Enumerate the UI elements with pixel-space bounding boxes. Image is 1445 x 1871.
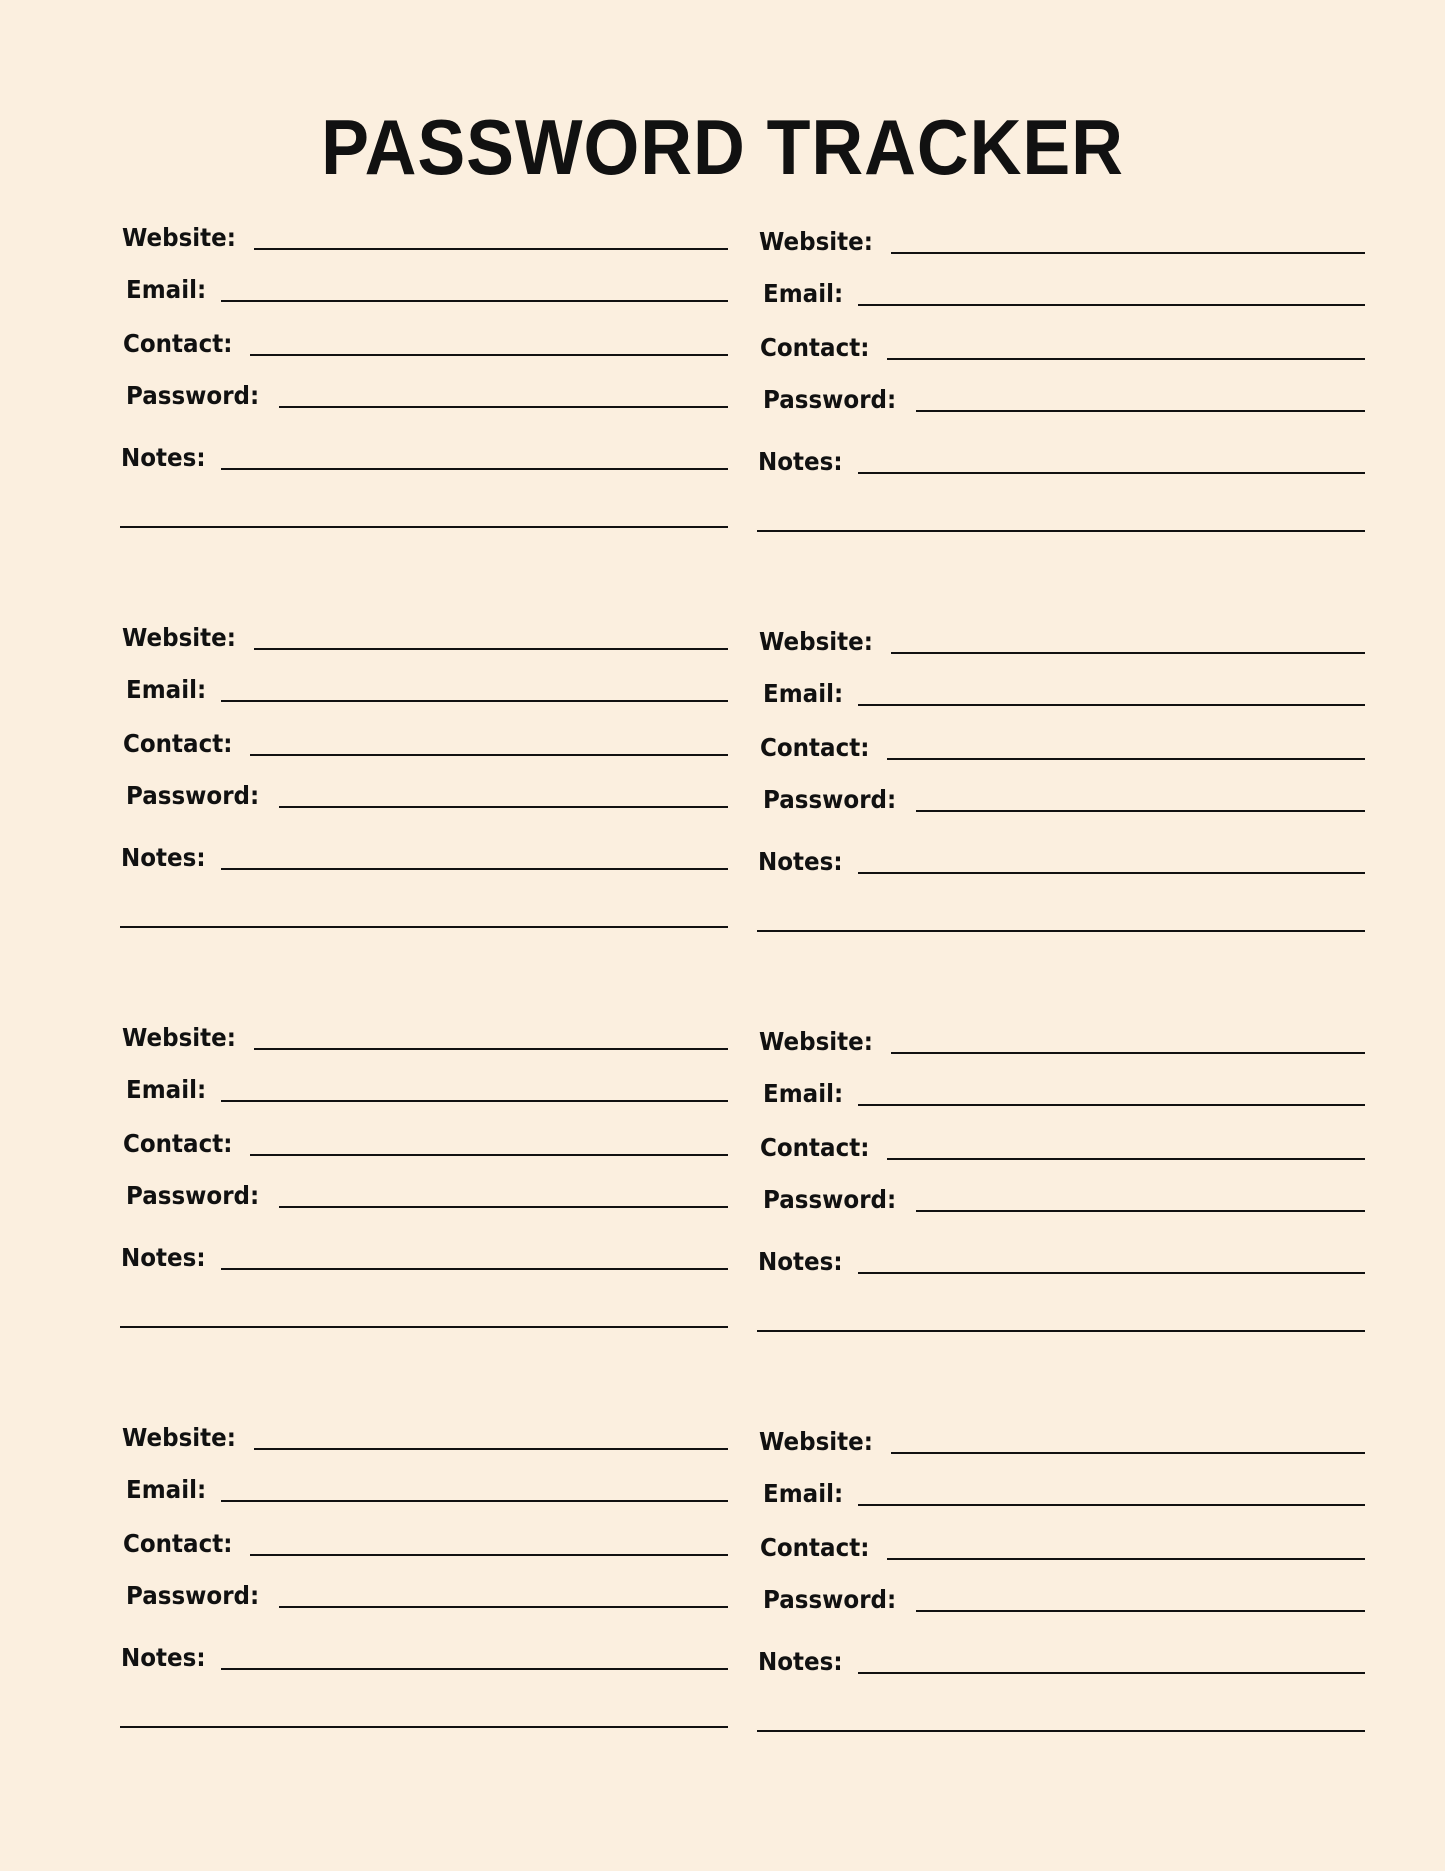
website-field[interactable] — [891, 652, 1365, 654]
contact-row — [120, 1524, 728, 1558]
notes-extra-line[interactable] — [757, 1730, 1365, 1732]
contact-field[interactable] — [250, 754, 728, 756]
password-entry-card — [757, 1022, 1365, 1352]
password-row — [120, 776, 728, 810]
website-row — [120, 1418, 728, 1452]
password-field[interactable] — [916, 410, 1365, 412]
website-label: Website: — [759, 1427, 873, 1456]
email-label: Email: — [126, 275, 207, 304]
password-entry-card — [120, 1018, 728, 1348]
password-label: Password: — [763, 1585, 897, 1614]
email-label: Email: — [763, 279, 844, 308]
password-row — [120, 376, 728, 410]
website-row — [120, 1018, 728, 1052]
password-entry-card — [757, 622, 1365, 952]
notes-extra-line[interactable] — [120, 1326, 728, 1328]
notes-row — [757, 1242, 1365, 1276]
contact-label: Contact: — [760, 1533, 870, 1562]
contact-field[interactable] — [887, 1158, 1365, 1160]
email-row — [120, 270, 728, 304]
website-row — [757, 222, 1365, 256]
contact-field[interactable] — [250, 354, 728, 356]
email-row — [757, 274, 1365, 308]
password-field[interactable] — [279, 406, 728, 408]
email-field[interactable] — [858, 704, 1365, 706]
notes-row — [757, 842, 1365, 876]
notes-row — [757, 442, 1365, 476]
password-field[interactable] — [279, 1206, 728, 1208]
email-field[interactable] — [858, 1104, 1365, 1106]
website-field[interactable] — [891, 1052, 1365, 1054]
notes-extra-line[interactable] — [757, 1330, 1365, 1332]
password-row — [120, 1176, 728, 1210]
contact-row — [757, 1528, 1365, 1562]
website-label: Website: — [122, 623, 236, 652]
website-row — [120, 618, 728, 652]
website-row — [757, 1422, 1365, 1456]
contact-field[interactable] — [887, 1558, 1365, 1560]
password-label: Password: — [126, 381, 260, 410]
email-row — [757, 674, 1365, 708]
notes-row — [120, 838, 728, 872]
notes-field[interactable] — [221, 868, 728, 870]
website-field[interactable] — [891, 252, 1365, 254]
contact-field[interactable] — [250, 1154, 728, 1156]
password-entry-card — [120, 1418, 728, 1748]
password-label: Password: — [126, 1581, 260, 1610]
notes-label: Notes: — [121, 843, 206, 872]
password-label: Password: — [763, 1185, 897, 1214]
email-field[interactable] — [221, 700, 728, 702]
notes-extra-line[interactable] — [757, 930, 1365, 932]
password-label: Password: — [763, 785, 897, 814]
contact-row — [757, 1128, 1365, 1162]
contact-row — [757, 728, 1365, 762]
website-label: Website: — [122, 1023, 236, 1052]
contact-row — [120, 324, 728, 358]
password-row — [757, 780, 1365, 814]
notes-field[interactable] — [858, 872, 1365, 874]
page-title: PASSWORD TRACKER — [321, 103, 1124, 191]
notes-extra-line[interactable] — [120, 526, 728, 528]
password-field[interactable] — [279, 1606, 728, 1608]
website-label: Website: — [759, 227, 873, 256]
notes-field[interactable] — [221, 1668, 728, 1670]
password-field[interactable] — [916, 1610, 1365, 1612]
website-label: Website: — [122, 223, 236, 252]
notes-label: Notes: — [121, 1643, 206, 1672]
password-entry-card — [757, 1422, 1365, 1752]
contact-label: Contact: — [123, 1529, 233, 1558]
password-field[interactable] — [916, 1210, 1365, 1212]
email-field[interactable] — [221, 300, 728, 302]
notes-label: Notes: — [121, 1243, 206, 1272]
website-field[interactable] — [891, 1452, 1365, 1454]
contact-label: Contact: — [760, 733, 870, 762]
notes-row — [757, 1642, 1365, 1676]
password-field[interactable] — [279, 806, 728, 808]
website-field[interactable] — [254, 648, 728, 650]
email-row — [120, 670, 728, 704]
notes-row — [120, 1638, 728, 1672]
website-field[interactable] — [254, 248, 728, 250]
password-entry-card — [120, 218, 728, 548]
password-row — [757, 1180, 1365, 1214]
email-label: Email: — [126, 1075, 207, 1104]
notes-extra-line[interactable] — [757, 530, 1365, 532]
notes-label: Notes: — [758, 447, 843, 476]
contact-label: Contact: — [123, 1129, 233, 1158]
password-field[interactable] — [916, 810, 1365, 812]
password-row — [120, 1576, 728, 1610]
website-row — [757, 622, 1365, 656]
notes-label: Notes: — [758, 1647, 843, 1676]
contact-label: Contact: — [123, 729, 233, 758]
contact-row — [120, 724, 728, 758]
password-entry-card — [120, 618, 728, 948]
contact-row — [757, 328, 1365, 362]
website-label: Website: — [759, 1027, 873, 1056]
email-field[interactable] — [221, 1100, 728, 1102]
website-field[interactable] — [254, 1448, 728, 1450]
email-row — [120, 1070, 728, 1104]
website-field[interactable] — [254, 1048, 728, 1050]
email-label: Email: — [763, 679, 844, 708]
notes-field[interactable] — [858, 1272, 1365, 1274]
notes-field[interactable] — [221, 1268, 728, 1270]
contact-field[interactable] — [250, 1554, 728, 1556]
password-row — [757, 1580, 1365, 1614]
email-label: Email: — [126, 675, 207, 704]
email-row — [757, 1074, 1365, 1108]
email-row — [757, 1474, 1365, 1508]
password-label: Password: — [126, 1181, 260, 1210]
password-row — [757, 380, 1365, 414]
contact-row — [120, 1124, 728, 1158]
email-label: Email: — [763, 1479, 844, 1508]
notes-field[interactable] — [221, 468, 728, 470]
email-label: Email: — [126, 1475, 207, 1504]
contact-label: Contact: — [760, 333, 870, 362]
password-label: Password: — [126, 781, 260, 810]
notes-row — [120, 438, 728, 472]
website-row — [757, 1022, 1365, 1056]
website-row — [120, 218, 728, 252]
contact-label: Contact: — [760, 1133, 870, 1162]
notes-field[interactable] — [858, 1672, 1365, 1674]
email-row — [120, 1470, 728, 1504]
email-field[interactable] — [858, 304, 1365, 306]
contact-field[interactable] — [887, 358, 1365, 360]
website-label: Website: — [122, 1423, 236, 1452]
email-field[interactable] — [221, 1500, 728, 1502]
notes-label: Notes: — [758, 1247, 843, 1276]
email-label: Email: — [763, 1079, 844, 1108]
password-label: Password: — [763, 385, 897, 414]
notes-row — [120, 1238, 728, 1272]
notes-extra-line[interactable] — [120, 926, 728, 928]
notes-label: Notes: — [121, 443, 206, 472]
contact-field[interactable] — [887, 758, 1365, 760]
website-label: Website: — [759, 627, 873, 656]
password-entry-card — [757, 222, 1365, 552]
contact-label: Contact: — [123, 329, 233, 358]
notes-label: Notes: — [758, 847, 843, 876]
notes-extra-line[interactable] — [120, 1726, 728, 1728]
email-field[interactable] — [858, 1504, 1365, 1506]
notes-field[interactable] — [858, 472, 1365, 474]
